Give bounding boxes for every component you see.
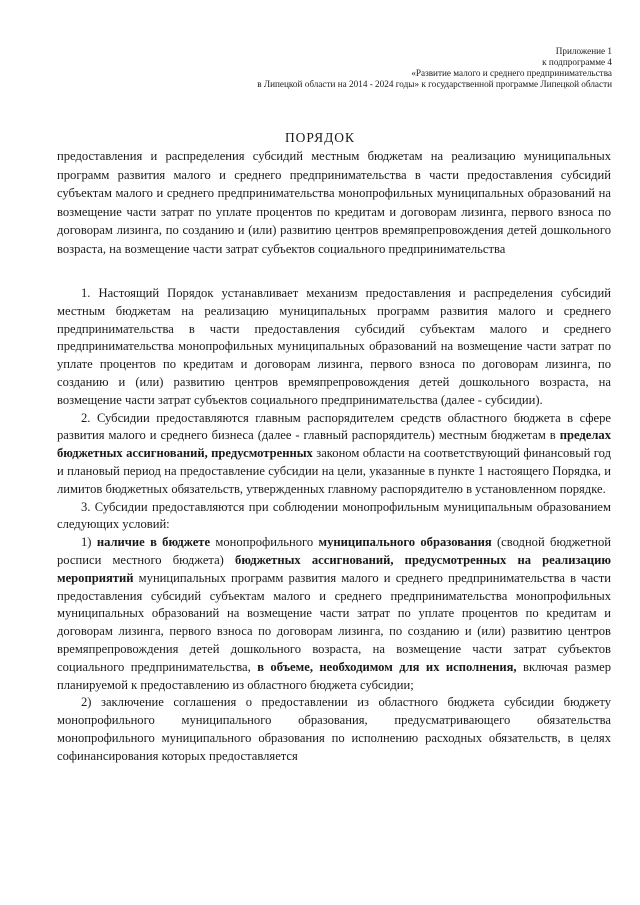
- paragraph-2: [57, 410, 611, 499]
- appendix-line: «Развитие малого и среднего предпринимательства: [411, 68, 612, 78]
- text-segment: монопрофильного: [210, 535, 319, 550]
- paragraph-3-item-1: [57, 534, 611, 694]
- text-segment: законом области на соответствующий финансовый год и плановый период на предоставление субсидии на цели, указанные в пункте 1 настоящего Порядка, и лимитов бюджетных обязательств, утвержденных главному распорядителю в установленном порядке.: [57, 446, 611, 496]
- document-subtitle: предоставления и распределения субсидий местным бюджетам на реализацию муниципальных программ развития малого и среднего предпринимательства в части предоставления субсидий субъектам малого и среднего предпринимательства монопрофильных муниципальных образований на возмещение части затрат по уплате процентов по кредитам и договорам лизинга, первого взноса по договорам лизинга, по созданию и (или) развитию центров времяпрепровождения детей дошкольного возраста, на возмещение части затрат субъектов социального предпринимательства: [57, 149, 611, 256]
- appendix-line: к подпрограмме 4: [542, 57, 612, 67]
- text-segment: (сводной бюджетной росписи местного бюджета): [57, 535, 612, 567]
- paragraph-3-item-2: 2) заключение соглашения о предоставлении из областного бюджета субсидии бюджету монопрофильного муниципального образования, предусматривающего обязательства монопрофильного муниципального образования по исполнению расходных обязательств, в целях софинансирования которых предоставляется: [57, 695, 611, 763]
- text-segment: 2. Субсидии предоставляются главным распорядителем средств областного бюджета в сфере развития малого и среднего бизнеса (далее - главный распорядитель) местным бюджетам в: [57, 410, 611, 443]
- text-segment: 1): [81, 535, 97, 550]
- bold-text-segment: в объеме, необходимом для их исполнения,: [257, 659, 517, 674]
- bold-text-segment: пределах бюджетных ассигнований, предусмотренных: [57, 428, 611, 461]
- appendix-line: в Липецкой области на 2014 - 2024 годы» к государственной программе Липецкой области: [257, 79, 612, 89]
- appendix-line: Приложение 1: [555, 46, 612, 56]
- paragraph-1: 1. Настоящий Порядок устанавливает механизм предоставления и распределения субсидий местным бюджетам на реализацию муниципальных программ развития малого и среднего предпринимательства в части предоставления субсидий субъектам малого и среднего предпринимательства монопрофильных муниципальных образований на возмещение части затрат по уплате процентов по кредитам и договорам лизинга, первого взноса по договорам лизинга, по созданию и (или) развитию центров времяпрепровождения детей дошкольного возраста, на возмещение части затрат субъектов социального предпринимательства (далее - субсидии).: [57, 286, 611, 407]
- text-segment: муниципальных программ развития малого и среднего предпринимательства в части предоставления субсидий субъектам малого и среднего предпринимательства монопрофильных муниципальных образований на возмещение части затрат по уплате процентов по кредитам и договорам лизинга, первого взноса по договорам лизинга, по созданию и (или) развитию центров времяпрепровождения детей дошкольного возраста, на возмещение части затрат субъектов социального предпринимательства,: [57, 570, 611, 674]
- text-segment: включая размер планируемой к предоставлению из областного бюджета субсидии;: [57, 659, 611, 692]
- bold-text-segment: муниципального образования: [318, 535, 492, 550]
- bold-text-segment: наличие в бюджете: [96, 535, 211, 550]
- document-body: [57, 285, 611, 766]
- appendix-header: [257, 46, 612, 90]
- paragraph-3: 3. Субсидии предоставляются при соблюдении монопрофильным муниципальным образованием следующих условий:: [57, 499, 611, 532]
- document-title: ПОРЯДОК: [284, 130, 356, 145]
- bold-text-segment: бюджетных ассигнований, предусмотренных на реализацию мероприятий: [57, 552, 611, 585]
